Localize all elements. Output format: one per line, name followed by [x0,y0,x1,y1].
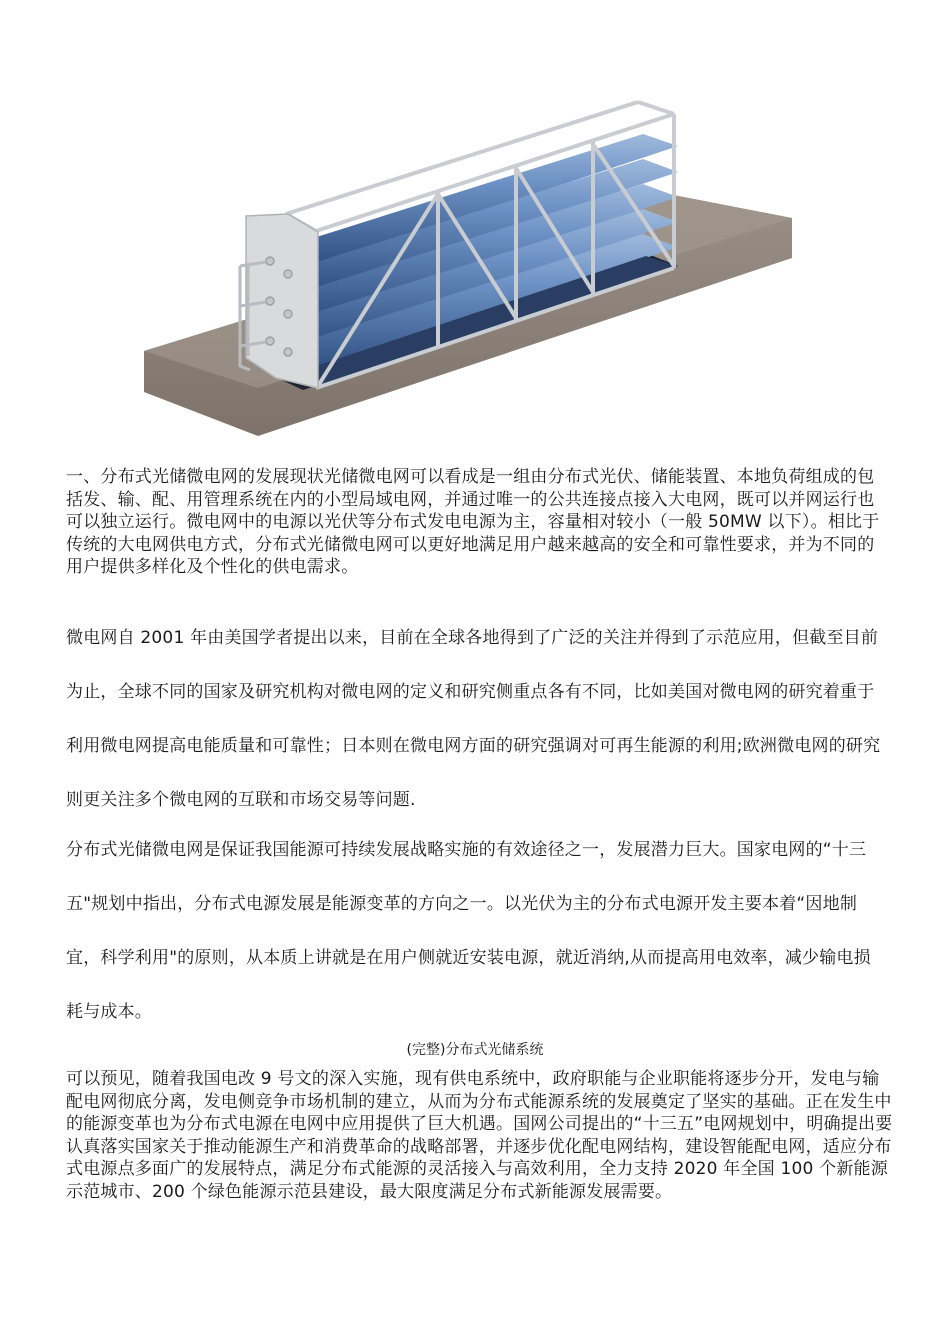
paragraph-microgrid-history: 微电网自 2001 年由美国学者提出以来，目前在全球各地得到了广泛的关注并得到了示范应用，但截至目前为止，全球不同的国家及研究机构对微电网的定义和研究侧重点各有不同，比如美国对微电网的研究着重于利用微电网提高电能质量和可靠性；日本则在微电网方面的研究强调对可再生能源的利用;欧洲微电网的研究则更关注多个微电网的互联和市场交易等问题. [66,628,881,810]
document-title: (完整)分布式光储系统 [406,1042,544,1058]
paragraph-outlook: 可以预见，随着我国电改 9 号文的深入实施，现有供电系统中，政府职能与企业职能将逐步分开，发电与输配电网彻底分离，发电侧竞争市场机制的建立，从而为分布式能源系统的发展奠定了坚实的基础。正在发生中的能源变革也为分布式电源在电网中应用提供了巨大机遇。国网公司提出的“十三五”电网规划中，明确提出要认真落实国家关于推动能源生产和消费革命的战略部署，并逐步优化配电网结构，建设智能配电网，适应分布式电源点多面广的发展特点，满足分布式能源的灵活接入与高效利用，全力支持 2020 年全国 100 个新能源示范城市、200 个绿色能源示范县建设，最大限度满足分布式新能源发展需要。 [66,1069,893,1202]
paragraph-development-potential: 分布式光储微电网是保证我国能源可持续发展战略实施的有效途径之一，发展潜力巨大。国家电网的“十三五"规划中指出，分布式电源发展是能源变革的方向之一。以光伏为主的分布式电源开发主要本着“因地制宜，科学利用"的原则，从本质上讲就是在用户侧就近安装电源，就近消纳,从而提高用电效率，减少输电损耗与成本。 [66,840,871,1022]
paragraph-overview: 一、分布式光储微电网的发展现状光储微电网可以看成是一组由分布式光伏、储能装置、本地负荷组成的包括发、输、配、用管理系统在内的小型局域电网，并通过唯一的公共连接点接入大电网，既可以并网运行也可以独立运行。微电网中的电源以光伏等分布式发电电源为主，容量相对较小（一般 50MW 以下）。相比于传统的大电网供电方式，分布式光储微电网可以更好地满足用户越来越高的安全和可靠性要求，并为不同的用户提供多样化及个性化的供电需求。 [66,467,880,577]
end-panel [246,214,318,388]
storage-container-figure [138,96,793,436]
battery-storage-container-illustration [138,96,793,436]
